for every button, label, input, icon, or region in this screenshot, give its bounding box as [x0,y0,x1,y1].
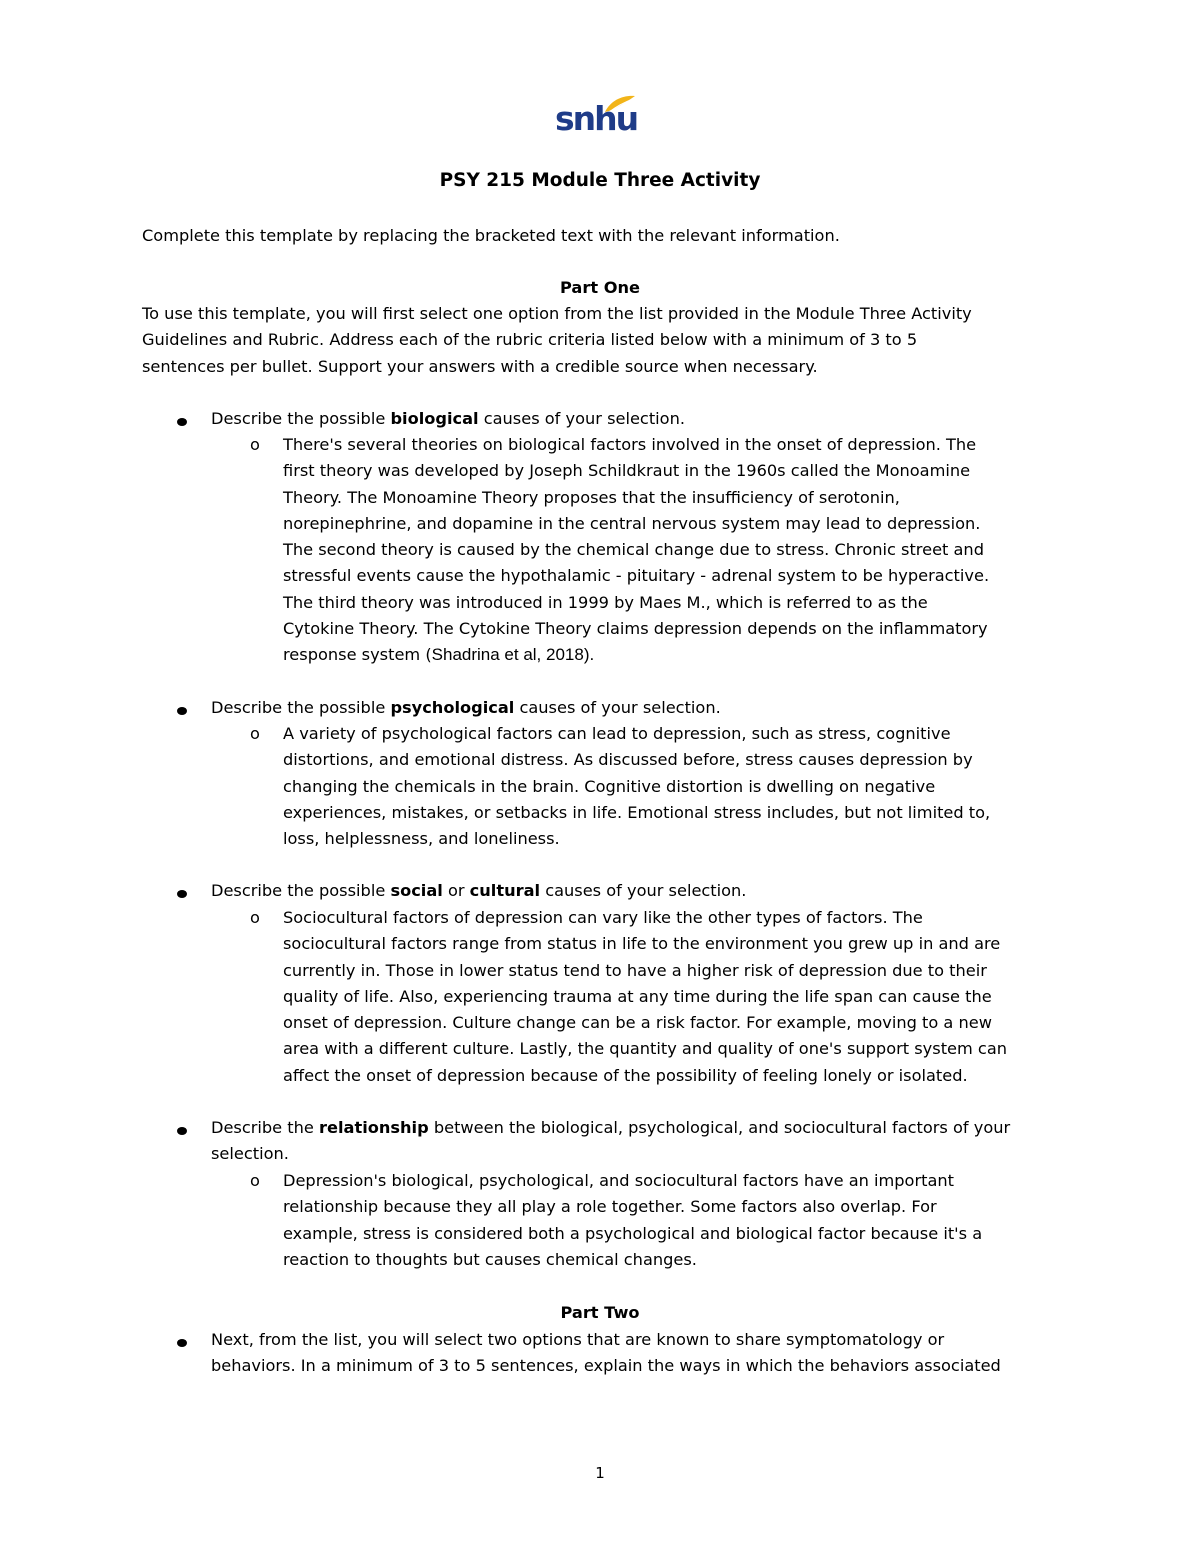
intro-line: sentences per bullet. Support your answers with a credible source when necessary. [142,356,818,376]
page-number: 1 [595,1464,605,1482]
answer-relationship [283,1168,982,1273]
snhu-logo [555,94,639,138]
page-title: PSY 215 Module Three Activity [439,170,761,191]
answer-social-cultural [283,905,1007,1089]
sub-bullet-marker: o [250,1171,260,1190]
answer-line: There's several theories on biological factors involved in the onset of depression. The [283,435,977,454]
answer-line: stressful events cause the hypothalamic - pituitary - adrenal system to be hyperactive. [283,566,990,586]
answer-line: Sociocultural factors of depression can vary like the other types of factors. The [283,908,923,927]
sub-bullet-marker: o [250,435,260,454]
answer-line: Cytokine Theory. The Cytokine Theory claims depression depends on the inflammatory [283,619,988,639]
answer-line: Depression's biological, psychological, and sociocultural factors have an important [283,1171,954,1190]
answer-psychological [283,721,990,852]
prompt-biological: Describe the possible biological causes of your selection. [211,409,685,428]
bullet-icon [177,418,187,426]
bullet-icon [177,890,187,898]
part-two-heading: Part Two [560,1303,640,1322]
answer-line: norepinephrine, and dopamine in the central nervous system may lead to depression. [283,513,981,533]
logo-text: snhu [555,99,638,138]
answer-line: Theory. The Monoamine Theory proposes that the insufficiency of serotonin, [283,487,900,507]
answer-line: area with a different culture. Lastly, the quantity and quality of one's support system can [283,1039,1007,1059]
answer-line: loss, helplessness, and loneliness. [283,829,560,849]
prompt-line: Next, from the list, you will select two options that are known to share symptomatology or [211,1330,945,1349]
prompt-relationship: Describe the relationship between the biological, psychological, and sociocultural factors of your selection. [211,1118,1011,1164]
answer-line: changing the chemicals in the brain. Cognitive distortion is dwelling on negative [283,776,936,796]
prompt-psychological: Describe the possible psychological causes of your selection. [211,698,721,717]
part-one-heading: Part One [560,278,640,297]
answer-line: affect the onset of depression because of the possibility of feeling lonely or isolated. [283,1065,968,1085]
answer-line: The second theory is caused by the chemical change due to stress. Chronic street and [283,540,984,560]
answer-line: response system (Shadrina et al, 2018). [283,645,595,665]
sub-bullet-marker: o [250,908,260,927]
instructions: Complete this template by replacing the bracketed text with the relevant information. [142,226,840,245]
answer-line: onset of depression. Culture change can be a risk factor. For example, moving to a new [283,1013,992,1033]
bullet-icon [177,1127,187,1135]
answer-biological [283,432,989,669]
answer-line: sociocultural factors range from status in life to the environment you grew up in and are [283,934,1001,954]
answer-line: experiences, mistakes, or setbacks in life. Emotional stress includes, but not limited to, [283,802,991,822]
answer-line: distortions, and emotional distress. As discussed before, stress causes depression by [283,750,973,770]
intro-line: To use this template, you will first select one option from the list provided in the Module Three Activity [142,304,972,323]
answer-line: reaction to thoughts but causes chemical changes. [283,1249,697,1269]
answer-line: currently in. Those in lower status tend to have a higher risk of depression due to their [283,960,987,980]
answer-line: relationship because they all play a role together. Some factors also overlap. For [283,1197,937,1217]
bullet-icon [177,1339,187,1347]
answer-line: quality of life. Also, experiencing trauma at any time during the life span can cause the [283,986,992,1006]
answer-line: The third theory was introduced in 1999 by Maes M., which is referred to as the [283,592,928,612]
answer-line: A variety of psychological factors can lead to depression, such as stress, cognitive [283,724,951,743]
part-two-prompt [211,1327,1001,1380]
prompt-line: behaviors. In a minimum of 3 to 5 sentences, explain the ways in which the behaviors associated [211,1356,1001,1376]
sub-bullet-marker: o [250,724,260,743]
prompt-social-cultural: Describe the possible social or cultural causes of your selection. [211,881,747,900]
bullet-icon [177,707,187,715]
intro-line: Guidelines and Rubric. Address each of the rubric criteria listed below with a minimum of 3 to 5 [142,330,918,350]
answer-line: example, stress is considered both a psychological and biological factor because it's a [283,1223,983,1243]
citation: Shadrina et al, 2018). [431,645,595,665]
answer-line: first theory was developed by Joseph Schildkraut in the 1960s called the Monoamine [283,461,971,481]
part-one-intro [142,301,1102,380]
